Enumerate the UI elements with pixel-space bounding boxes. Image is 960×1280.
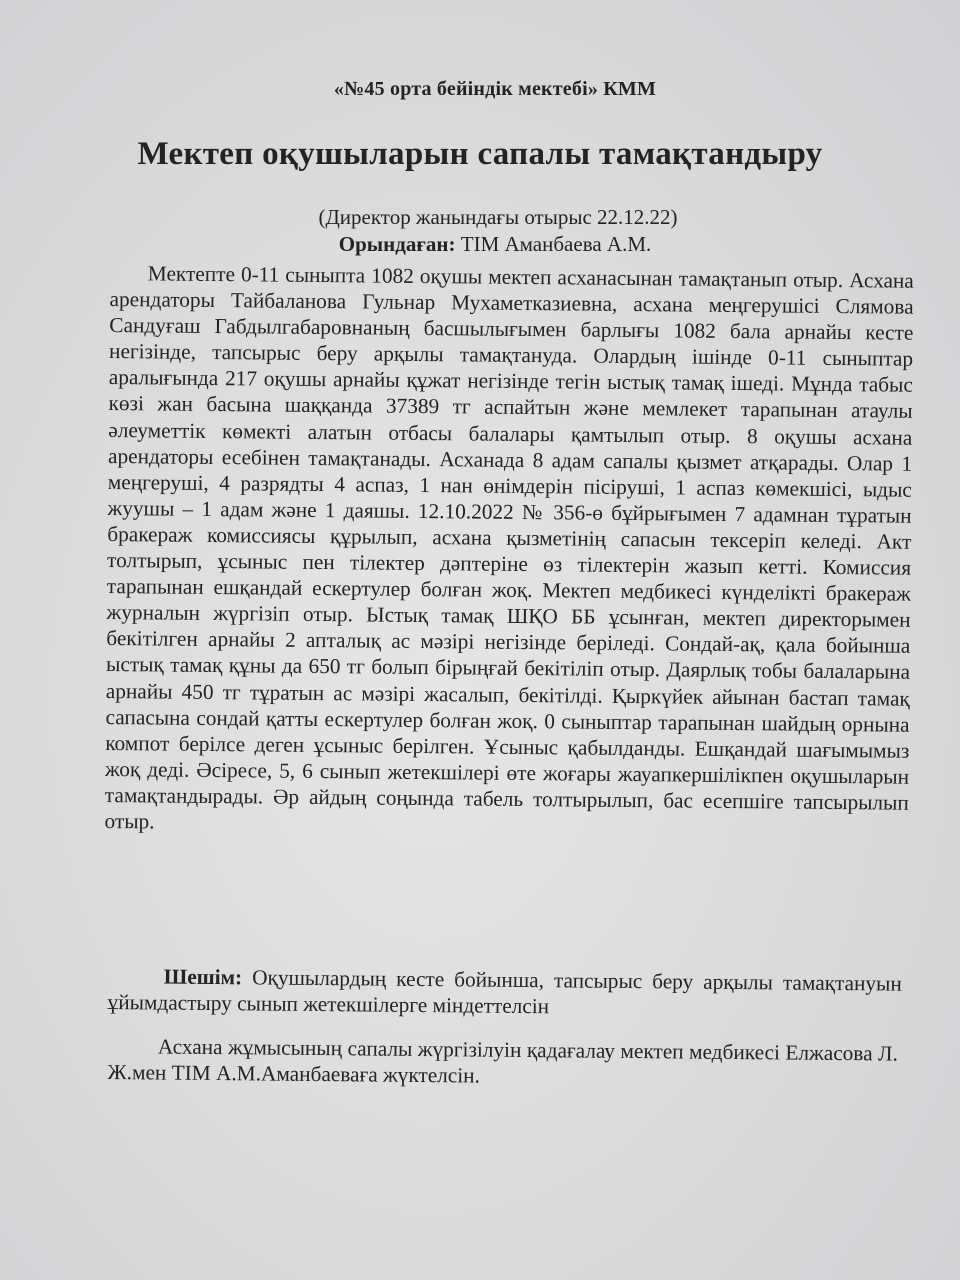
supervision-paragraph: Асхана жұмысының сапалы жүргізілуін қадағалау мектеп медбикесі Елжасова Л. Ж.мен ТІМ А.М.Аманбаеваға жүктелсін.	[107, 1034, 898, 1088]
performer-line	[0, 232, 960, 257]
performer-name: ТІМ Аманбаева А.М.	[460, 232, 652, 256]
meeting-info: (Директор жанындағы отырыс 22.12.22)	[318, 205, 678, 229]
decision-paragraph	[108, 963, 902, 1023]
decision-text: Оқушылардың кесте бойынша, тапсырыс беру арқылы тамақтануын ұйымдастыру сынып жетекшілерге міндеттелсін	[107, 965, 902, 1019]
decision-label: Шешім:	[163, 964, 243, 990]
organization-header: «№45 орта бейіндік мектебі» КММ	[333, 78, 657, 100]
body-paragraph: Мектепте 0-11 сыныпта 1082 оқушы мектеп асханасынан тамақтанып отыр. Асхана арендаторы Тайбаланова Гульнар Мухаметказиевна, асхана меңгерушісі Слямова Сандуғаш Габдылгабаровнаның басшылығымен барлығы 1082 бала арнайы кесте негізінде, тапсырыс беру арқылы тамақтануда. Олардың ішінде 0-11 сыныптар аралығында 217 оқушы арнайы құжат негізінде тегін ыстық тамақ ішеді. Мұнда табыс көзі жан басына шаққанда 37389 тг аспайтын және мемлекет тарапынан атаулы әлеуметтік көмекті алатын отбасы балалары қамтылып отыр. 8 оқушы асхана арендаторы есебінен тамақтанады. Асханада 8 адам сапалы қызмет атқарады. Олар 1 меңгеруші, 4 разрядты 4 аспаз, 1 нан өнімдерін пісіруші, 1 аспаз көмекшісі, ыдыс жуушы – 1 адам және 1 даяшы. 12.10.2022 № 356-ө бұйрығымен 7 адамнан тұратын бракераж комиссиясы құрылып, асхана қызметінің сапасын тексеріп келеді. Акт толтырып, ұсыныс пен тілектер дәптеріне өз тілектерін жазып кетті. Комиссия тарапынан ешқандай ескертулер болған жоқ. Мектеп медбикесі күнделікті бракераж журналын жүргізіп отыр. Ыстық тамақ ШҚО ББ ұсынған, мектеп директорымен бекітілген арнайы 2 апталық ас мәзірі негізінде беріледі. Сондай-ақ, қала бойынша ыстық тамақ құны да 650 тг болып бірыңғай бекітіліп отыр. Даярлық тобы балаларына арнайы 450 тг тұратын ас мәзірі жасалып, бекітілді. Қыркүйек айынан бастап тамақ сапасына сондай қатты ескертулер болған жоқ. 0 сыныптар тарапынан шайдың орнына компот берілсе деген ұсыныс берілген. Ұсыныс қабылданды. Ешқандай шағымымыз жоқ деді. Әсіресе, 5, 6 сынып жетекшілері өте жоғары жауапкершілікпен оқушыларын тамақтандырады. Әр айдың соңында табель толтырылып, бас есепшіге тапсырылып отыр.	[104, 261, 914, 834]
document-title: Мектеп оқушыларын сапалы тамақтандыру	[137, 136, 823, 172]
performer-label: Орындаған:	[338, 232, 456, 256]
